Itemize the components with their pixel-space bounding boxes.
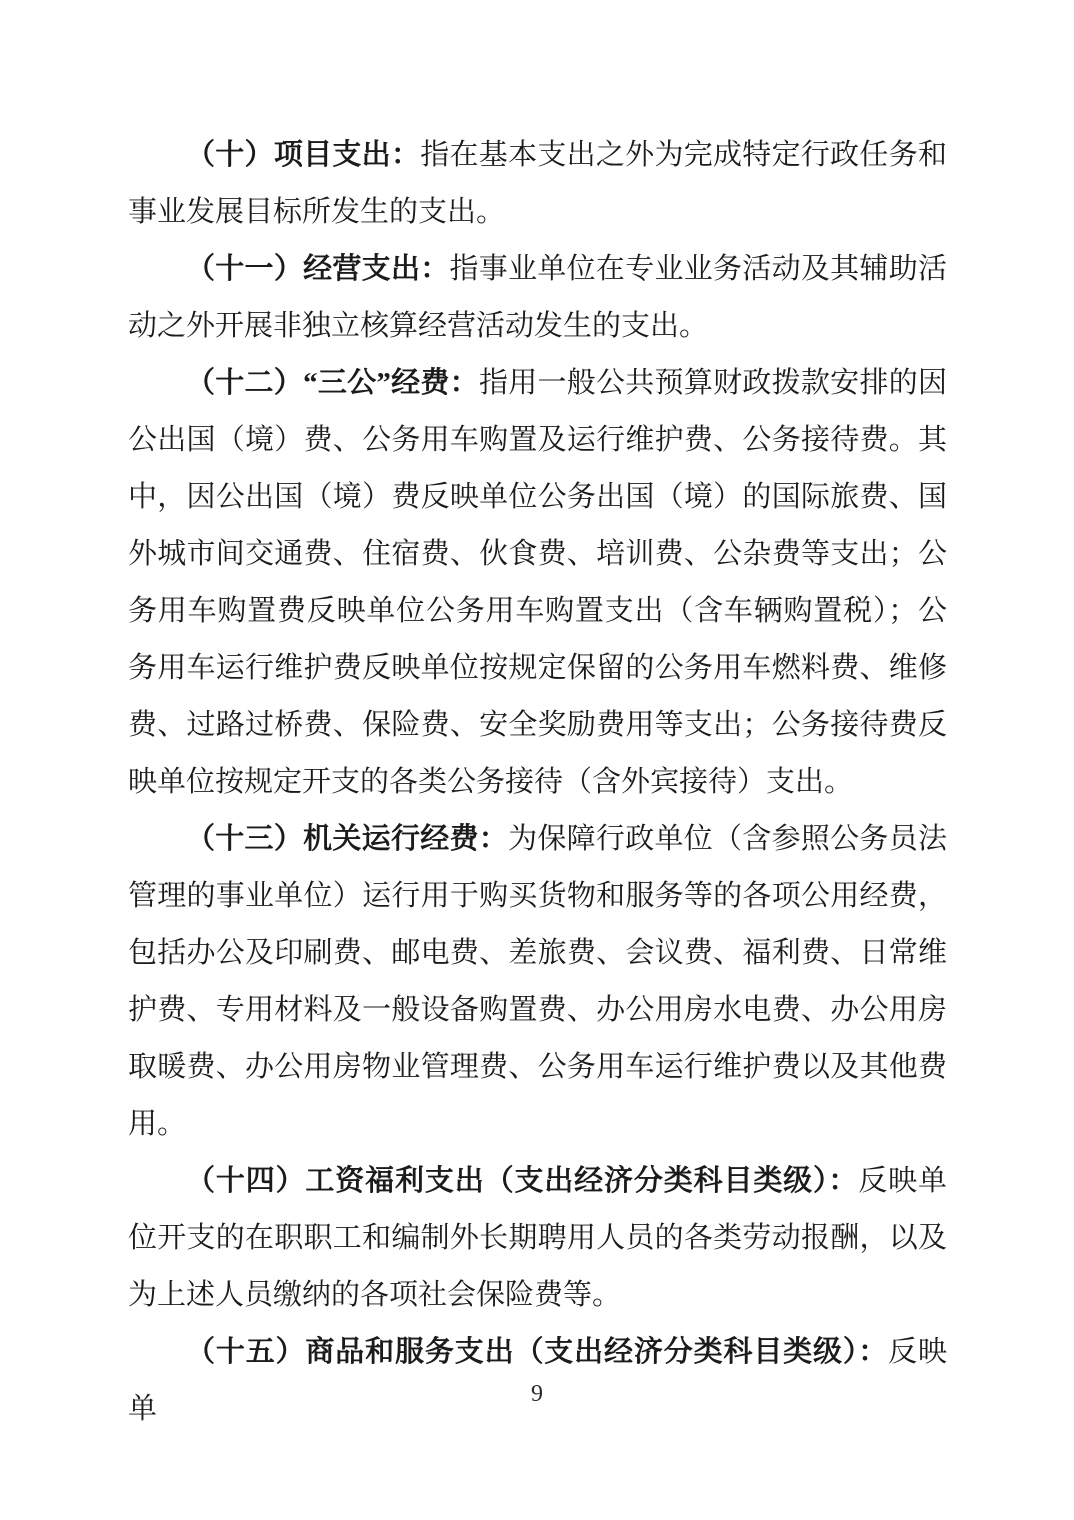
paragraph-text: 指在基本支出之外为完成特定行政任务和事业发展目标所发生的支出。 (128, 139, 947, 228)
paragraph-heading: （十三）机关运行经费： (186, 823, 509, 855)
paragraph-heading: （十）项目支出： (186, 139, 421, 171)
paragraph-item-13 (128, 811, 947, 1153)
paragraph-heading: （十二）“三公”经费： (186, 367, 479, 399)
paragraph-item-12 (128, 355, 947, 811)
paragraph-text: 指事业单位在专业业务活动及其辅助活动之外开展非独立核算经营活动发生的支出。 (128, 253, 947, 342)
paragraph-heading: （十五）商品和服务支出（支出经济分类科目类级）： (186, 1336, 889, 1368)
document-body (128, 127, 947, 1438)
paragraph-text: 反映单 (128, 1336, 947, 1425)
paragraph-heading: （十一）经营支出： (186, 253, 450, 285)
paragraph-text: 指用一般公共预算财政拨款安排的因公出国（境）费、公务用车购置及运行维护费、公务接待费。其中，因公出国（境）费反映单位公务出国（境）的国际旅费、国外城市间交通费、住宿费、伙食费、培训费、公杂费等支出；公务用车购置费反映单位公务用车购置支出（含车辆购置税）；公务用车运行维护费反映单位按规定保留的公务用车燃料费、维修费、过路过桥费、保险费、安全奖励费用等支出；公务接待费反映单位按规定开支的各类公务接待（含外宾接待）支出。 (128, 367, 947, 798)
paragraph-item-14 (128, 1153, 947, 1324)
paragraph-item-11 (128, 241, 947, 355)
page-number: 9 (531, 1381, 543, 1407)
page-footer (0, 1376, 1074, 1412)
paragraph-heading: （十四）工资福利支出（支出经济分类科目类级）： (186, 1165, 859, 1197)
paragraph-item-10 (128, 127, 947, 241)
paragraph-text: 为保障行政单位（含参照公务员法管理的事业单位）运行用于购买货物和服务等的各项公用经费，包括办公及印刷费、邮电费、差旅费、会议费、福利费、日常维护费、专用材料及一般设备购置费、办公用房水电费、办公用房取暖费、办公用房物业管理费、公务用车运行维护费以及其他费用。 (128, 823, 947, 1140)
paragraph-text: 反映单位开支的在职职工和编制外长期聘用人员的各类劳动报酬，以及为上述人员缴纳的各项社会保险费等。 (128, 1165, 947, 1311)
